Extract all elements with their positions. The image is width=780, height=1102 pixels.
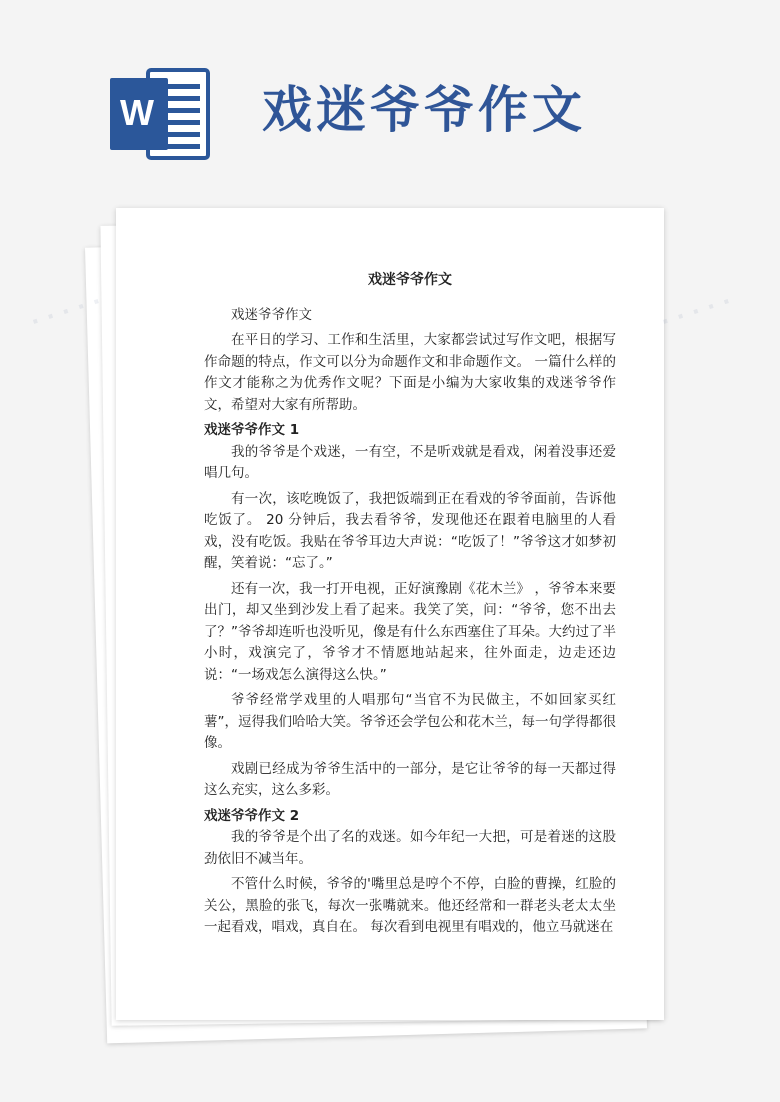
page-title: 戏迷爷爷作文 [262, 80, 586, 139]
paragraph: 不管什么时候，爷爷的'嘴里总是哼个不停，白脸的曹操，红脸的关公，黑脸的张飞，每次一张嘴就来。他还经常和一群老头老太太坐一起看戏，唱戏，真自在。 每次看到电视里有唱戏的，他立马就迷在 [204, 876, 616, 935]
paragraph: 还有一次，我一打开电视，正好演豫剧《花木兰》 ，爷爷本来要出门，却又坐到沙发上看了起来。我笑了笑，问：“爷爷，您不出去了？”爷爷却连听也没听见，像是有什么东西塞住了耳朵。大约过了半小时，戏演完了，爷爷才不情愿地站起来，往外面走，边走还边说：“一场戏怎么演得这么快。” [204, 580, 616, 683]
paragraph: 有一次，该吃晚饭了，我把饭端到正在看戏的爷爷面前，告诉他吃饭了。 20 分钟后，我去看爷爷，发现他还在跟着电脑里的人看戏，没有吃饭。我贴在爷爷耳边大声说：“吃饭了！”爷爷这才如梦初醒，笑着说：“忘了。” [204, 490, 616, 571]
word-document-icon [108, 66, 212, 162]
document-content [204, 305, 616, 939]
document-title: 戏迷爷爷作文 [368, 272, 452, 288]
watermark: · · · · · [657, 289, 735, 336]
paragraph: 爷爷经常学戏里的人唱那句“当官不为民做主，不如回家买红薯”，逗得我们哈哈大笑。爷爷还会学包公和花木兰，每一句学得都很像。 [204, 692, 616, 751]
paragraph: 我的爷爷是个戏迷，一有空，不是听戏就是看戏，闲着没事还爱唱几句。 [204, 443, 616, 481]
word-icon-letter: W [120, 92, 154, 133]
watermark: · · · · · [27, 289, 105, 336]
section-heading: 戏迷爷爷作文 1 [204, 422, 300, 438]
paragraph: 在平日的学习、工作和生活里，大家都尝试过写作文吧，根据写作命题的特点，作文可以分为命题作文和非命题作文。 一篇什么样的作文才能称之为优秀作文呢？下面是小编为大家收集的戏迷爷爷作文，希望对大家有所帮助。 [204, 332, 616, 413]
paragraph: 戏剧已经成为爷爷生活中的一部分，是它让爷爷的每一天都过得这么充实，这么多彩。 [204, 760, 616, 798]
document-body [204, 270, 616, 943]
paragraph: 我的爷爷是个出了名的戏迷。如今年纪一大把，可是着迷的这股劲依旧不减当年。 [204, 829, 616, 867]
section-heading: 戏迷爷爷作文 2 [204, 807, 300, 824]
paragraph: 戏迷爷爷作文 [231, 306, 312, 323]
